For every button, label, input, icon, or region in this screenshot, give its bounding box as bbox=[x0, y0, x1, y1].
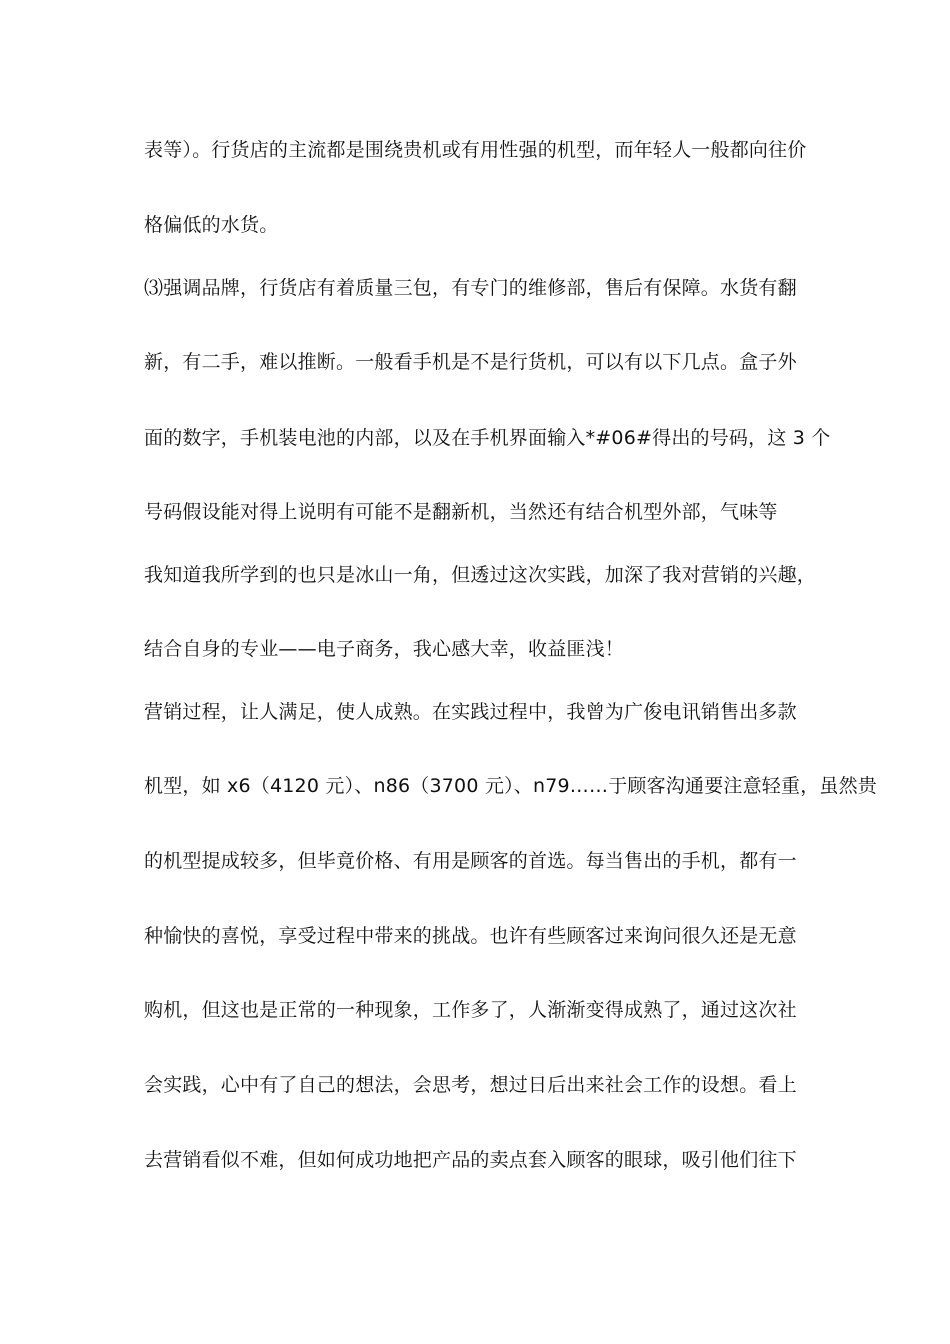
paragraph-line: ⑶强调品牌，行货店有着质量三包，有专门的维修部，售后有保障。水货有翻 bbox=[144, 277, 797, 299]
paragraph-line: 种愉快的喜悦，享受过程中带来的挑战。也许有些顾客过来询问很久还是无意 bbox=[144, 925, 797, 947]
paragraph-line: 购机，但这也是正常的一种现象，工作多了，人渐渐变得成熟了，通过这次社 bbox=[144, 999, 797, 1021]
paragraph-line: 格偏低的水货。 bbox=[144, 214, 279, 236]
paragraph-line: 的机型提成较多，但毕竟价格、有用是顾客的首选。每当售出的手机，都有一 bbox=[144, 850, 797, 872]
paragraph-line: 机型，如 x6（4120 元）、n86（3700 元）、n79……于顾客沟通要注意轻重，虽然贵 bbox=[144, 775, 877, 797]
paragraph-line: 去营销看似不难，但如何成功地把产品的卖点套入顾客的眼球，吸引他们往下 bbox=[144, 1149, 797, 1171]
paragraph-line: 号码假设能对得上说明有可能不是翻新机，当然还有结合机型外部，气味等 bbox=[144, 501, 778, 523]
paragraph-line: 营销过程，让人满足，使人成熟。在实践过程中，我曾为广俊电讯销售出多款 bbox=[144, 701, 797, 723]
paragraph-line: 表等）。行货店的主流都是围绕贵机或有用性强的机型，而年轻人一般都向往价 bbox=[144, 139, 807, 161]
paragraph-line: 面的数字，手机装电池的内部，以及在手机界面输入*#06#得出的号码，这 3 个 bbox=[144, 427, 831, 449]
paragraph-line: 我知道我所学到的也只是冰山一角，但透过这次实践，加深了我对营销的兴趣， bbox=[144, 564, 817, 586]
paragraph-line: 结合自身的专业——电子商务，我心感大幸，收益匪浅！ bbox=[144, 638, 625, 660]
paragraph-line: 新，有二手，难以推断。一般看手机是不是行货机，可以有以下几点。盒子外 bbox=[144, 351, 797, 373]
paragraph-line: 会实践，心中有了自己的想法，会思考，想过日后出来社会工作的设想。看上 bbox=[144, 1074, 797, 1096]
